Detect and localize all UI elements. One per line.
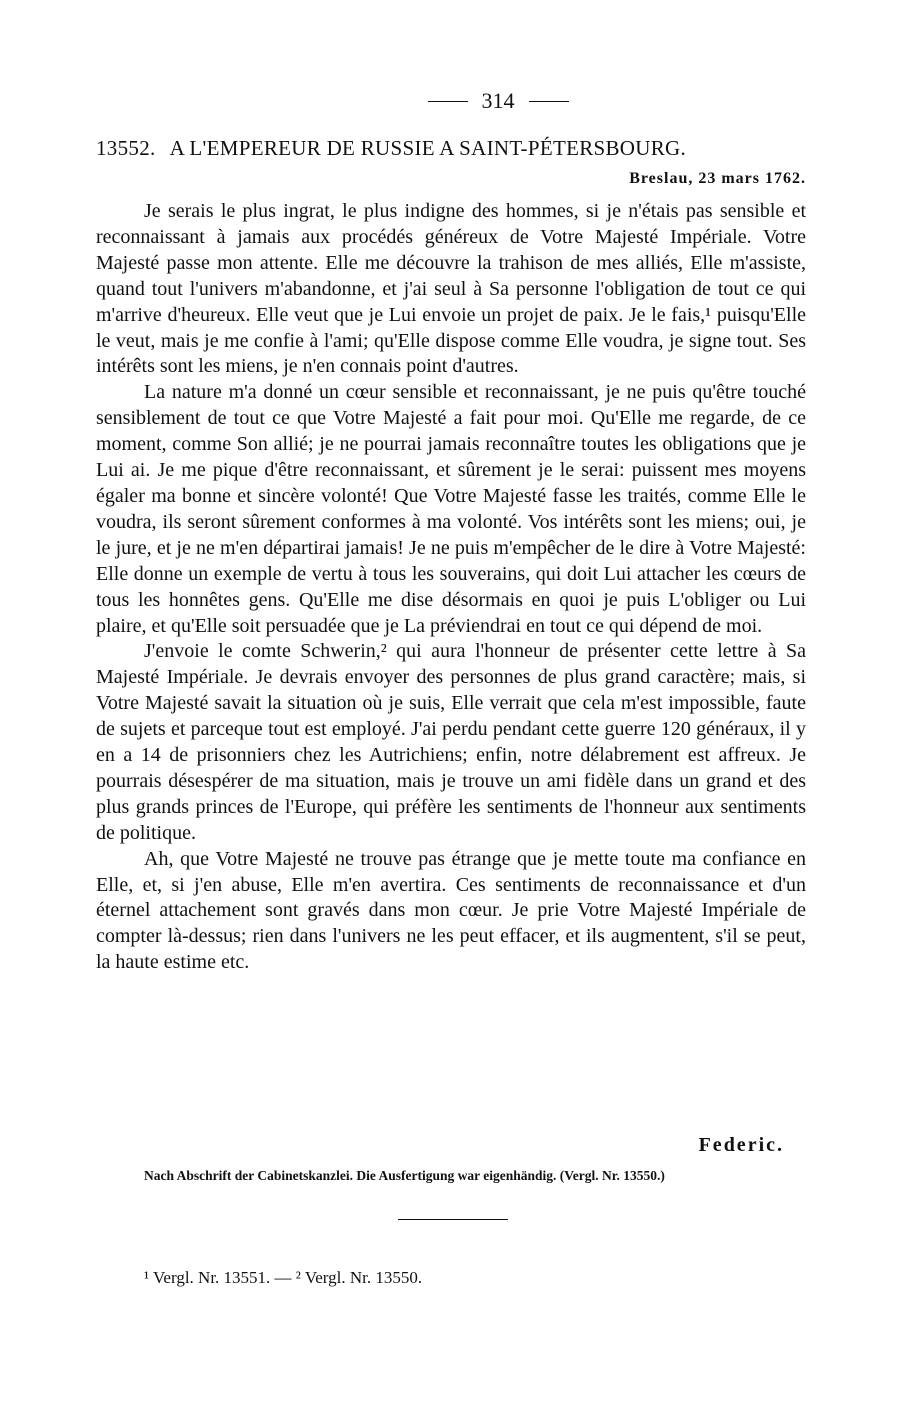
letter-body (96, 199, 806, 976)
footnotes: ¹ Vergl. Nr. 13551. — ² Vergl. Nr. 13550. (144, 1268, 423, 1287)
letter-dateline: Breslau, 23 mars 1762. (629, 170, 806, 187)
left-dash (428, 101, 468, 102)
body-paragraph-2: La nature m'a donné un cœur sensible et reconnaissant, je ne puis qu'être touché sensiblement de tout ce que Votre Majesté a fait pour moi. Qu'Elle me regarde, de ce moment, comme Son allié; je ne pourrai jamais reconnaître toutes les obligations que je Lui ai. Je me pique d'être reconnaissant, et sûrement je le serai: puissent mes moyens égaler ma bonne et sincère volonté! Que Votre Majesté fasse les traités, comme Elle le voudra, ils seront sûrement conformes à ma volonté. Vos intérêts sont les miens; oui, je le jure, et je ne m'en départirai jamais! Je ne puis m'empêcher de le dire à Votre Majesté: Elle donne un exemple de vertu à tous les souverains, qui doit Lui attacher les cœurs de tous les honnêtes gens. Qu'Elle me dise désormais en quoi je puis L'obliger ou Lui plaire, et qu'Elle soit persuadée que je La préviendrai en tout ce qui dépend de moi. (96, 381, 806, 637)
page-header (368, 88, 628, 114)
body-paragraph-4: Ah, que Votre Majesté ne trouve pas étrange que je mette toute ma confiance en Elle, et, si j'en abuse, Elle m'en avertira. Ces sentiments de reconnaissance et d'un éternel attachement sont gravés dans mon cœur. Je prie Votre Majesté Impériale de compter là-dessus; rien dans l'univers ne les peut effacer, et ils augmentent, s'il se peut, la haute estime etc. (96, 847, 806, 974)
letter-number: 13552. (96, 136, 156, 160)
page-number: 314 (481, 88, 515, 113)
body-paragraph-3: J'envoie le comte Schwerin,² qui aura l'honneur de présenter cette lettre à Sa Majesté Impériale. Je devrais envoyer des personnes de plus grand caractère; mais, si Votre Majesté savait la situation où je suis, Elle verrait que cela m'est impossible, faute de sujets et parceque tout est employé. J'ai perdu pendant cette guerre 120 généraux, il y en a 14 de prisonniers chez les Autrichiens; enfin, notre délabrement est affreux. Je pourrais désespérer de ma situation, mais je trouve un ami fidèle dans un grand et des plus grands princes de l'Europe, qui préfère les sentiments de l'honneur aux sentiments de politique. (96, 640, 806, 844)
right-dash (529, 101, 569, 102)
letter-title: A L'EMPEREUR DE RUSSIE A SAINT-PÉTERSBOURG. (169, 136, 687, 160)
footnote-separator (398, 1219, 508, 1220)
signature: Federic. (698, 1134, 784, 1156)
body-paragraph-1: Je serais le plus ingrat, le plus indigne des hommes, si je n'étais pas sensible et reconnaissant à jamais aux procédés généreux de Votre Majesté Impériale. Votre Majesté passe mon attente. Elle me découvre la trahison de mes alliés, Elle m'assiste, quand tout l'univers m'abandonne, et j'ai seul à Sa personne l'obligation de tout ce qui m'arrive d'heureux. Elle veut que je Lui envoie un projet de paix. Je le fais,¹ puisqu'Elle le veut, mais je me confie à l'ami; qu'Elle dispose comme Elle voudra, je signe tout. Ses intérêts sont les miens, je n'en connais point d'autres. (96, 200, 806, 378)
letter-heading (96, 136, 806, 161)
source-note: Nach Abschrift der Cabinetskanzlei. Die Ausfertigung war eigenhändig. (Vergl. Nr. 13550.) (144, 1168, 665, 1183)
